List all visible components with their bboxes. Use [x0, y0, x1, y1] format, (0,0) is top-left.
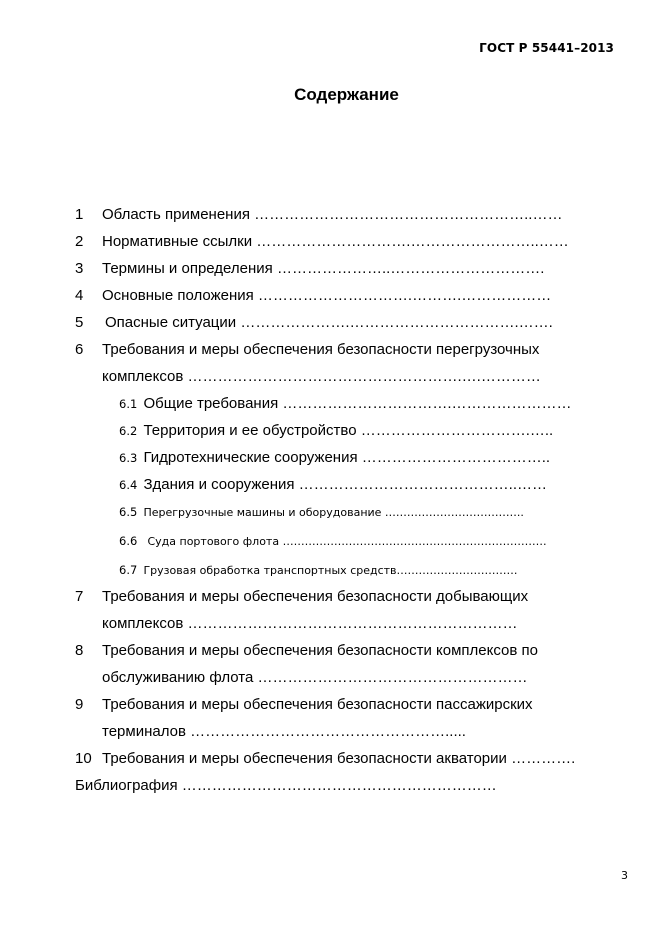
toc-item-title: Территория и ее обустройство …………………………….….. [143, 422, 554, 439]
toc-item-6-1[interactable] [119, 395, 572, 413]
toc-item-title: Библиография ……………………………………………………… [75, 777, 497, 794]
toc-item-6-continuation[interactable] [102, 368, 541, 386]
toc-item-5[interactable] [75, 314, 553, 332]
toc-item-number: 4 [75, 287, 84, 304]
toc-item-title: Гидротехнические сооружения ……………………………….. [143, 449, 551, 466]
toc-item-title: Требования и меры обеспечения безопасности пассажирских [102, 696, 533, 713]
toc-item-3[interactable] [75, 260, 544, 278]
toc-item-9[interactable] [75, 696, 533, 714]
toc-item-title: терминалов ……………………………………………..... [102, 723, 466, 740]
toc-item-8-continuation[interactable] [102, 669, 527, 687]
toc-item-number: 6.1 [119, 397, 138, 411]
toc-item-6-3[interactable] [119, 449, 550, 467]
toc-item-1[interactable] [75, 206, 562, 224]
document-code: ГОСТ Р 55441–2013 [479, 41, 614, 55]
toc-item-title: Основные положения ………………………….……….……………… [102, 287, 552, 304]
toc-item-bibliography[interactable] [75, 777, 497, 795]
toc-item-title: Грузовая обработка транспортных средств…………………………… [143, 564, 518, 577]
toc-item-number: 6.4 [119, 478, 138, 492]
toc-item-title: Перегрузочные машины и оборудование ……………………………….. [143, 506, 524, 519]
toc-item-title: Требования и меры обеспечения безопасности комплексов по [102, 642, 538, 659]
toc-item-title: Общие требования …………………………….…………………… [143, 395, 572, 412]
toc-item-number: 3 [75, 260, 84, 277]
toc-item-number: 6 [75, 341, 84, 358]
toc-item-number: 10 [75, 750, 92, 767]
toc-item-4[interactable] [75, 287, 551, 305]
toc-item-10[interactable] [75, 750, 575, 768]
toc-item-title: Требования и меры обеспечения безопасности перегрузочных [102, 341, 540, 358]
toc-item-number: 2 [75, 233, 84, 250]
toc-item-number: 6.2 [119, 424, 138, 438]
toc-item-title: Здания и сооружения ……………………………………..…… [143, 476, 547, 493]
toc-item-number: 6.7 [119, 563, 138, 577]
toc-item-7-continuation[interactable] [102, 615, 517, 633]
toc-item-title: комплексов ………………………………………………………… [102, 615, 518, 632]
toc-item-number: 6.3 [119, 451, 138, 465]
toc-item-title: Требования и меры обеспечения безопасности акватории …………. [102, 750, 576, 767]
page-number: 3 [621, 869, 628, 882]
toc-item-number: 6.6 [119, 534, 138, 548]
toc-item-6-5[interactable] [119, 503, 524, 522]
toc-item-6-4[interactable] [119, 476, 547, 494]
toc-item-7[interactable] [75, 588, 528, 606]
toc-item-number: 8 [75, 642, 84, 659]
toc-item-9-continuation[interactable] [102, 723, 466, 741]
toc-item-6-6[interactable] [119, 532, 547, 551]
page-title: Содержание [294, 85, 399, 104]
toc-item-title: Требования и меры обеспечения безопасности добывающих [102, 588, 529, 605]
toc-item-number: 5 [75, 314, 84, 331]
toc-item-6-7[interactable] [119, 561, 518, 580]
toc-item-title: обслуживанию флота ……………………………………………… [102, 669, 528, 686]
toc-item-title: Опасные ситуации ………………….…………………………….……. [105, 314, 553, 331]
toc-item-title: Область применения ………………………………………………..…… [102, 206, 563, 223]
toc-item-number: 9 [75, 696, 84, 713]
toc-item-title: комплексов ……………………………………………….….………… [102, 368, 541, 385]
toc-item-2[interactable] [75, 233, 569, 251]
toc-item-6-2[interactable] [119, 422, 553, 440]
toc-item-number: 6.5 [119, 505, 138, 519]
toc-item-title: Суда портового флота ……………………………………………………………… [147, 535, 547, 548]
toc-item-8[interactable] [75, 642, 538, 660]
toc-item-title: Термины и определения …………………..…………………………. [102, 260, 545, 277]
toc-item-number: 7 [75, 588, 84, 605]
toc-item-title: Нормативные ссылки ………………………….……………………..…… [102, 233, 569, 250]
toc-item-6[interactable] [75, 341, 539, 359]
toc-item-number: 1 [75, 206, 84, 223]
